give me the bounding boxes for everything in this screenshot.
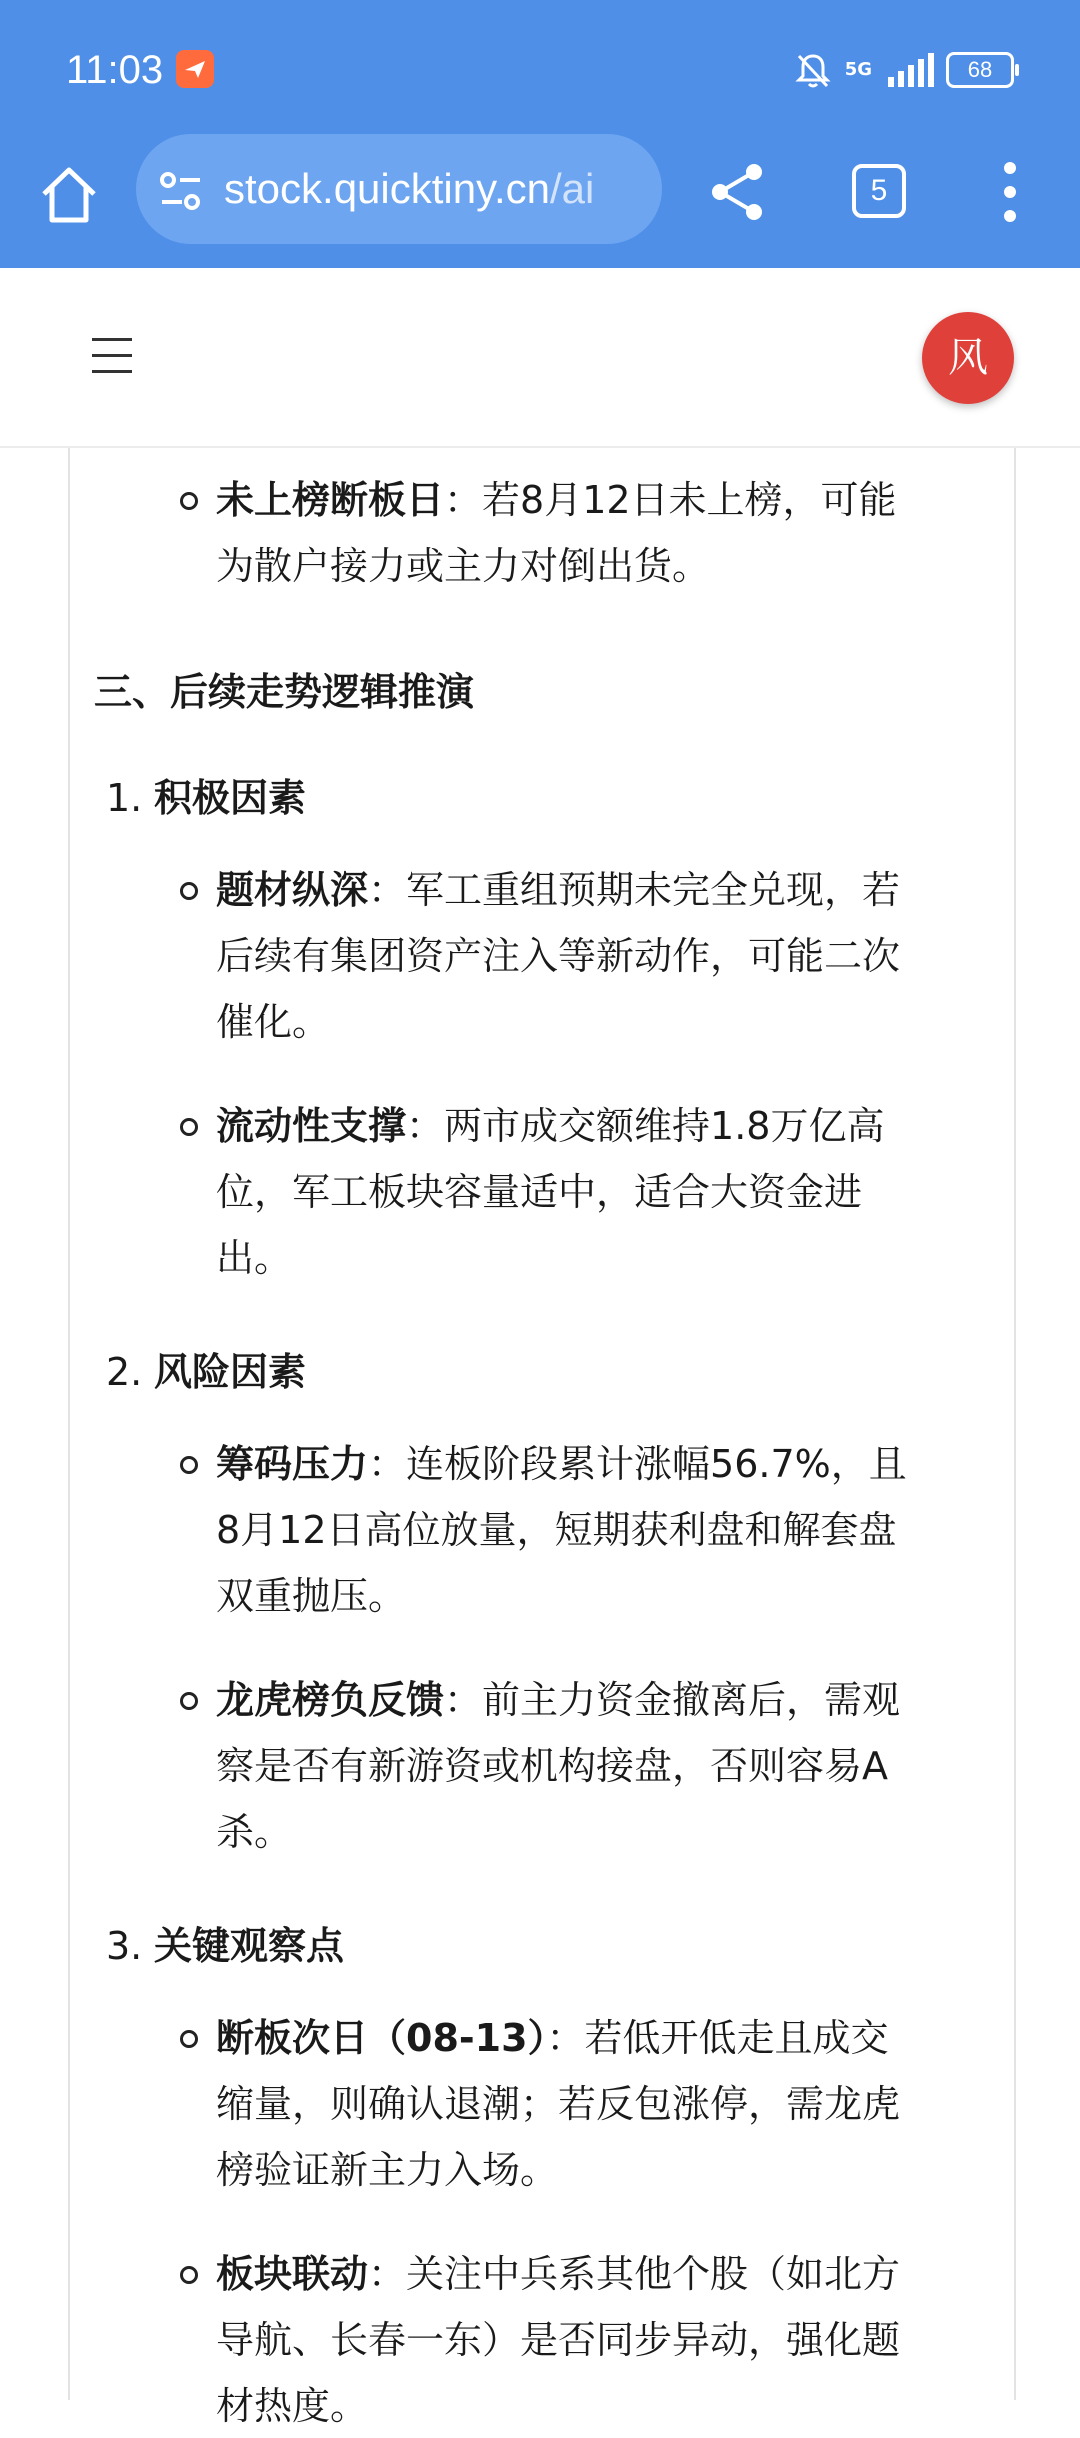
browser-top-bar [0,0,1080,268]
item-term: 题材纵深 [216,868,369,912]
item-term: 板块联动 [216,2252,369,2296]
item-text: 榜验证新主力入场。 [216,2148,559,2192]
list-item [216,1094,884,1158]
item-text: ：两市成交额维持1.8万亿高 [406,1104,885,1148]
item-text: 察是否有新游资或机构接盘，否则容易A [216,1744,888,1788]
address-bar[interactable] [136,134,662,244]
item-text: ：军工重组预期未完全兑现，若 [368,868,901,912]
item-text: ：关注中兵系其他个股（如北方 [368,2252,901,2296]
item-term: 筹码压力 [216,1442,369,1486]
page-header [0,268,1080,448]
item-text: 杀。 [216,1810,293,1854]
group-number: 2. [106,1350,143,1394]
item-text: 出。 [216,1236,293,1280]
item-text: 8月12日高位放量，短期获利盘和解套盘 [216,1508,897,1552]
tab-switcher-button[interactable]: 5 [852,164,906,218]
more-options-icon[interactable] [996,162,1024,224]
item-text: 后续有集团资产注入等新动作，可能二次 [216,934,901,978]
network-type: 5G [844,59,872,80]
item-text: ：连板阶段累计涨幅56.7%，且 [368,1442,907,1486]
list-item [216,1432,907,1496]
item-text: ：若8月12日未上榜，可能 [444,478,897,522]
url-path: /ai [550,165,595,212]
group-title: 风险因素 [154,1350,307,1394]
signal-icon [888,53,934,87]
list-item [216,2242,900,2306]
item-text: ：前主力资金撤离后，需观 [444,1678,901,1722]
item-text: 催化。 [216,1000,331,1044]
mute-bell-icon [793,50,833,90]
list-item [216,858,900,922]
article-content [68,448,1016,2428]
item-term: 断板次日（08-13） [216,2016,547,2060]
home-icon[interactable] [34,160,104,230]
list-item [216,1668,900,1732]
site-settings-icon[interactable] [158,168,204,214]
bullet-icon [180,492,198,510]
item-text: 材热度。 [216,2384,369,2428]
app-notification-icon [176,50,214,88]
status-bar [0,0,1080,132]
item-text: 双重抛压。 [216,1574,407,1618]
group-title: 积极因素 [154,776,307,820]
share-icon[interactable] [706,160,770,224]
url-text [224,134,594,244]
bullet-icon [180,882,198,900]
item-term: 龙虎榜负反馈 [216,1678,445,1722]
item-text: 缩量，则确认退潮；若反包涨停，需龙虎 [216,2082,901,2126]
bullet-icon [180,2266,198,2284]
section-title: 三、后续走势逻辑推演 [94,670,475,714]
list-item [216,468,897,532]
item-term: 流动性支撑 [216,1104,407,1148]
item-text: ：若低开低走且成交 [546,2016,889,2060]
bullet-icon [180,1456,198,1474]
url-host: stock.quicktiny.cn [224,165,551,212]
status-icons [793,44,1014,96]
bullet-icon [180,1118,198,1136]
item-term: 未上榜断板日 [216,478,445,522]
bullet-icon [180,1692,198,1710]
item-text: 为散户接力或主力对倒出货。 [216,544,711,588]
avatar[interactable]: 风 [922,312,1014,404]
list-item [216,2006,889,2070]
bullet-icon [180,2030,198,2048]
group-number: 1. [106,776,143,820]
item-text: 位，军工板块容量适中，适合大资金进 [216,1170,863,1214]
status-time: 11:03 [66,48,164,92]
menu-icon[interactable] [92,338,132,374]
battery-icon: 68 [946,52,1014,88]
item-text: 导航、长春一东）是否同步异动，强化题 [216,2318,901,2362]
browser-url-row [0,132,1080,268]
group-title: 关键观察点 [154,1924,345,1968]
group-number: 3. [106,1924,143,1968]
